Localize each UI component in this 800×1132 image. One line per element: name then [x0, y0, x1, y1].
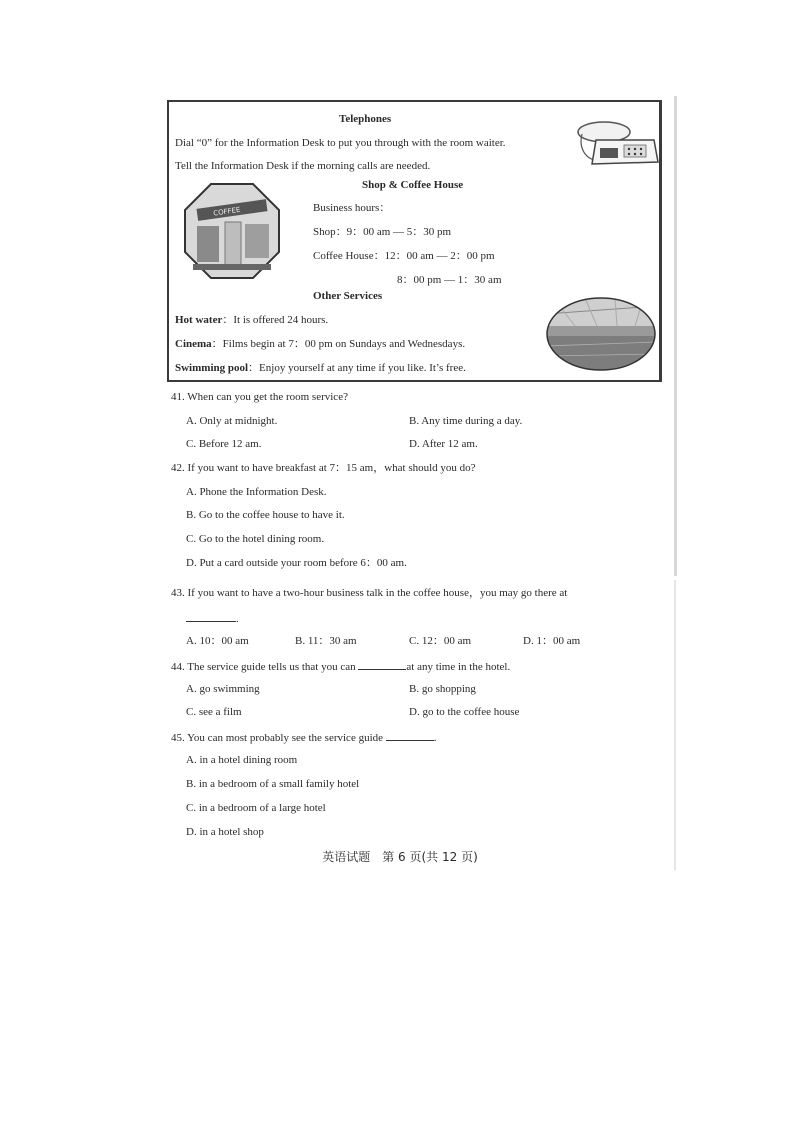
passage-box [167, 100, 662, 382]
q43-option-d: D. 1：00 am [523, 635, 581, 647]
q44-option-c: C. see a film [186, 706, 242, 718]
shop-heading: Shop & Coffee House [362, 179, 464, 191]
q41-stem: 41. When can you get the room service? [171, 391, 348, 403]
q42-option-a: A. Phone the Information Desk. [186, 486, 327, 498]
coffee-house-hours-1: Coffee House：12：00 am — 2：00 pm [313, 250, 495, 262]
q45-stem-post: . [433, 732, 437, 744]
q43-option-c: C. 12：00 am [409, 635, 472, 647]
q44-stem [171, 659, 510, 674]
coffee-house-image [183, 182, 281, 280]
shop-hours: Shop：9：00 am — 5：30 pm [313, 226, 452, 238]
q43-blank-line [186, 611, 239, 626]
q41-option-a: A. Only at midnight. [186, 415, 278, 427]
q42-option-d: D. Put a card outside your room before 6：00 am. [186, 557, 407, 569]
coffee-house-hours-2: 8：00 pm — 1：30 am [397, 274, 502, 286]
q42-option-c: C. Go to the hotel dining room. [186, 533, 325, 545]
q45-option-a: A. in a hotel dining room [186, 754, 298, 766]
business-hours-label: Business hours： [313, 202, 391, 214]
q41-option-d: D. After 12 am. [409, 438, 478, 450]
telephones-line-1: Dial “0” for the Information Desk to put you through with the room waiter. [175, 137, 506, 149]
q45-stem [171, 730, 437, 745]
q41-option-b: B. Any time during a day. [409, 415, 523, 427]
page-footer: 英语试题 第 6 页(共 12 页) [322, 850, 478, 864]
cinema-label: Cinema [175, 338, 212, 350]
swimming-pool-text: ：Enjoy yourself at any time if you like. It’s free. [248, 362, 466, 374]
q43-stem-end: . [236, 613, 239, 625]
q45-option-d: D. in a hotel shop [186, 826, 264, 838]
q43-option-a: A. 10：00 am [186, 635, 249, 647]
q43-answer-blank[interactable] [186, 611, 236, 622]
q44-option-d: D. go to the coffee house [409, 706, 520, 718]
hot-water-text: ：It is offered 24 hours. [222, 314, 329, 326]
hot-water-label: Hot water [175, 314, 223, 326]
hot-water-line [175, 314, 328, 327]
q44-option-b: B. go shopping [409, 683, 476, 695]
cinema-text: ：Films begin at 7：00 pm on Sundays and Wednesdays. [211, 338, 466, 350]
q45-stem-pre: 45. You can most probably see the service guide [171, 732, 384, 744]
telephones-heading: Telephones [339, 113, 392, 125]
telephone-image [574, 110, 659, 172]
q43-option-b: B. 11：30 am [295, 635, 357, 647]
q44-stem-pre: 44. The service guide tells us that you can [171, 661, 356, 673]
q45-option-b: B. in a bedroom of a small family hotel [186, 778, 360, 790]
scan-edge-line-lower [674, 580, 676, 870]
q45-option-c: C. in a bedroom of a large hotel [186, 802, 326, 814]
q44-answer-blank[interactable] [358, 659, 406, 670]
q43-stem: 43. If you want to have a two-hour business talk in the coffee house，you may go there at [171, 587, 568, 599]
cinema-line [175, 338, 465, 351]
scan-edge-line [674, 96, 677, 576]
other-services-heading: Other Services [313, 290, 383, 302]
q44-stem-post: at any time in the hotel. [406, 661, 511, 673]
swimming-pool-label: Swimming pool [175, 362, 249, 374]
coffee-sign-text: COFFEE [212, 205, 241, 218]
q45-answer-blank[interactable] [386, 730, 434, 741]
q44-option-a: A. go swimming [186, 683, 260, 695]
swimming-pool-line [175, 362, 466, 375]
swimming-pool-image [545, 296, 657, 372]
q41-option-c: C. Before 12 am. [186, 438, 262, 450]
q42-stem: 42. If you want to have breakfast at 7：15 am，what should you do? [171, 462, 476, 474]
q42-option-b: B. Go to the coffee house to have it. [186, 509, 345, 521]
telephones-line-2: Tell the Information Desk if the morning calls are needed. [175, 160, 431, 172]
